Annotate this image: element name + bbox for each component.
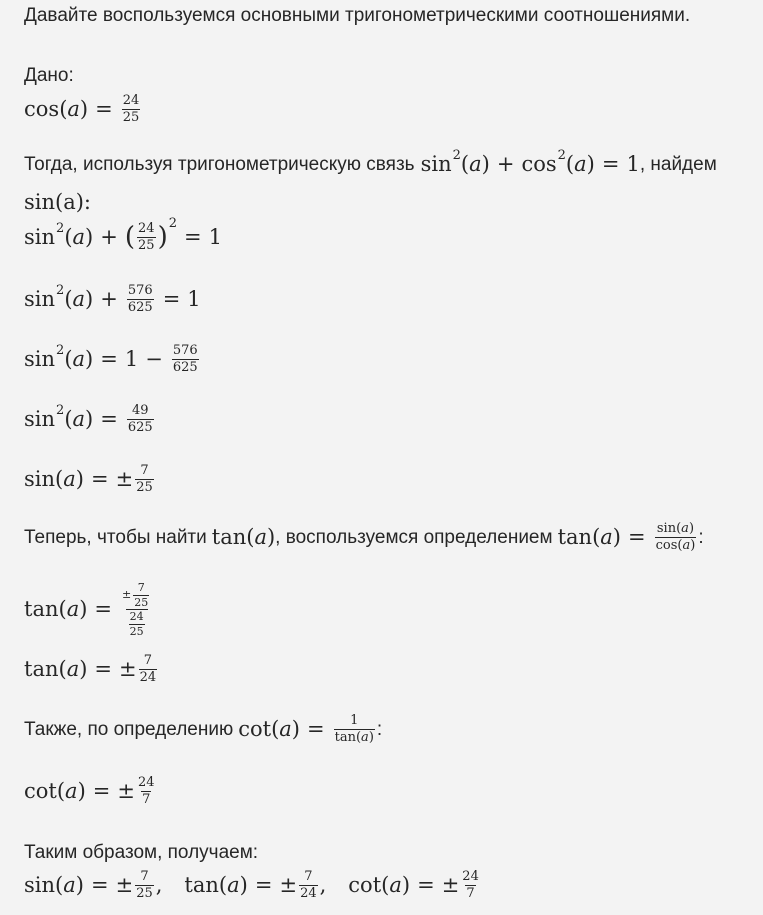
plus-minus-sign: ± — [115, 466, 134, 491]
tan-fn: tan — [211, 524, 247, 549]
arg-a: a — [227, 872, 240, 897]
arg-a: a — [63, 466, 76, 491]
arg-a: a — [574, 152, 587, 176]
equals-sign: = — [601, 152, 620, 176]
fraction-numerator: 49 — [132, 403, 149, 418]
arg-a: a — [389, 872, 402, 897]
step-1: sin 2 ( a ) + ( $\frac{24}{25}$ ) 2 = 1 — [24, 215, 222, 253]
power-2: 2 — [557, 148, 566, 163]
fraction-24-25 — [122, 94, 141, 124]
power-2: 2 — [56, 342, 65, 358]
then-text: Тогда, используя тригонометрическую связь — [24, 154, 415, 175]
arg-a: a — [72, 224, 86, 249]
sin-fn: sin — [24, 466, 56, 491]
tan-fn: tan — [557, 524, 593, 549]
arg-a: a — [600, 524, 613, 549]
sin-fn: sin — [24, 286, 56, 311]
fraction-numerator: 7 — [140, 869, 149, 884]
fraction-numerator: 7 — [143, 653, 153, 668]
fraction-numerator: sin(a) — [656, 521, 695, 536]
given-label-text: Дано: — [24, 65, 74, 86]
equals-sign: = — [184, 224, 202, 249]
equals-sign: = — [100, 406, 118, 431]
equals-sign: = — [95, 96, 113, 121]
equals-sign: = — [94, 656, 113, 681]
fraction-1-over-tan — [334, 714, 375, 744]
power-2: 2 — [56, 220, 65, 236]
power-2: 2 — [56, 402, 65, 418]
cot-fn: cot — [238, 716, 272, 741]
sin-fn: sin — [24, 346, 56, 371]
equals-sign: = — [628, 524, 646, 549]
tan-fn: tan — [24, 597, 59, 622]
arg-a: a — [72, 406, 86, 431]
tan-step-2: tan ( a ) = ± $\frac{7}{24}$ — [24, 653, 157, 685]
fraction-denominator: 24 — [139, 669, 157, 685]
fraction-numerator: 7 — [140, 463, 149, 478]
plus-sign: + — [100, 286, 118, 311]
arg-a: a — [65, 778, 78, 803]
plus-minus-sign: ± — [441, 872, 460, 897]
fraction-7-25: $\frac{7}{25}$ — [134, 581, 149, 609]
cos-fn: cos — [24, 96, 60, 121]
fraction-576-625 — [127, 284, 154, 314]
arg-a: a — [469, 152, 482, 176]
fraction-7-25 — [135, 464, 154, 494]
cot-fn: cot — [24, 778, 57, 803]
equals-sign: = — [90, 466, 109, 491]
arg-a: a — [254, 524, 267, 549]
arg-a: a — [72, 286, 86, 311]
fraction-denominator: 625 — [127, 419, 153, 435]
sin-fn: sin — [24, 872, 56, 897]
intro-text — [24, 6, 690, 25]
arg-a: a — [72, 346, 86, 371]
fraction-numerator: 24 — [462, 869, 479, 884]
fraction-7-24 — [139, 654, 158, 684]
plus-sign: + — [496, 152, 515, 176]
fraction-24-25 — [137, 222, 156, 252]
arg-a: a — [66, 656, 80, 681]
fraction-49-625 — [127, 404, 154, 434]
cot-fn: cot — [348, 872, 382, 897]
fraction-576-625 — [172, 344, 199, 374]
fraction-denominator: 7 — [466, 885, 475, 901]
tan-fn: tan — [24, 656, 59, 681]
fraction-denominator: 25 — [138, 237, 155, 253]
one: 1 — [124, 346, 139, 371]
pythagorean-identity: sin 2 ( a ) + cos 2 ( a ) = 1 — [420, 148, 640, 176]
colon: : — [698, 526, 704, 548]
sin-fn: sin — [24, 224, 56, 249]
fraction-denominator: cos(a) — [655, 537, 696, 553]
plus-minus-sign: ± — [115, 872, 134, 897]
given-label — [24, 66, 74, 85]
step-3: sin 2 ( a ) = 1 − $\frac{576}{625}$ — [24, 342, 198, 375]
fraction-numerator: 24 — [138, 221, 155, 236]
then-suffix: , найдем — [639, 154, 717, 175]
fraction-7-24 — [299, 870, 318, 900]
tan-definition: tan ( a ) = $\frac{\sin(a)}{\cos(a)}$ — [557, 521, 696, 553]
fraction-numerator — [121, 582, 152, 609]
tan-intro-text: Теперь, чтобы найти — [24, 526, 207, 548]
fraction-numerator: 24 — [138, 775, 155, 790]
step-4: sin 2 ( a ) = $\frac{49}{625}$ — [24, 402, 153, 435]
fraction-denominator: 25 — [136, 885, 153, 901]
sin-target: sin(a): — [24, 190, 91, 214]
equals-sign: = — [417, 872, 435, 897]
fraction-sin-over-cos — [655, 522, 697, 552]
fraction-denominator: 25 — [136, 479, 153, 495]
plus-minus-sign: ± — [119, 656, 137, 681]
arg-a: a — [66, 597, 80, 622]
fraction-denominator: 625 — [127, 299, 153, 315]
fraction-denominator: tan(a) — [334, 729, 374, 745]
equals-sign: = — [92, 778, 111, 803]
summary-equation: sin ( a ) = ± $\frac{7}{25}$ , tan ( a ) = ± $\frac{7}{24}$ , cot ( a ) = ± $\frac{24}{7}$ — [24, 869, 479, 901]
fraction-denominator: 24 — [300, 885, 317, 901]
then-target — [24, 192, 91, 213]
fraction-numerator: 1 — [350, 713, 359, 728]
rhs-one: 1 — [208, 224, 222, 249]
fraction-denominator: 7 — [142, 791, 151, 807]
plus-sign: + — [100, 224, 118, 249]
colon: : — [376, 718, 383, 740]
tan-step-1: tan ( a ) = ± $\frac{7}{25}$ $\frac{24}{25}$ — [24, 582, 154, 637]
cot-definition: cot ( a ) = $\frac{1}{\tan(a)}$ — [238, 713, 374, 745]
intro-label: Давайте воспользуемся основными тригонометрическими соотношениями. — [24, 5, 691, 26]
tan-intro — [24, 522, 704, 552]
power-2: 2 — [452, 148, 461, 163]
fraction-7-25 — [135, 870, 154, 900]
rhs-one: 1 — [187, 286, 201, 311]
arg-a: a — [63, 872, 76, 897]
fraction-24-7 — [461, 870, 480, 900]
fraction-numerator: 24 — [122, 93, 140, 108]
rhs-one: 1 — [626, 152, 640, 176]
plus-minus-sign: ± — [122, 588, 132, 602]
cot-intro — [24, 714, 382, 744]
power-2: 2 — [56, 282, 65, 298]
fraction-denominator: 625 — [172, 359, 198, 375]
equals-sign: = — [90, 872, 109, 897]
fraction-numerator: 576 — [172, 343, 198, 358]
cos-fn: cos — [521, 152, 557, 176]
fraction-numerator: 576 — [127, 283, 153, 298]
given-equation: cos ( a ) = $\frac{24}{25}$ — [24, 93, 140, 125]
step-2: sin 2 ( a ) + $\frac{576}{625}$ = 1 — [24, 282, 201, 315]
nested-fraction — [121, 582, 152, 637]
cot-intro-text: Также, по определению — [24, 718, 234, 740]
tan-intro-text-2: , воспользуемся определением — [275, 526, 553, 548]
fraction-denominator: 25 — [122, 109, 140, 125]
plus-minus-sign: ± — [117, 778, 135, 803]
equals-sign: = — [162, 286, 181, 311]
power-2: 2 — [168, 215, 177, 231]
tan-expr: tan ( a ) — [211, 524, 276, 549]
fraction-24-7 — [137, 776, 156, 806]
equals-sign: = — [100, 346, 118, 371]
equals-sign: = — [307, 716, 325, 741]
arg-a: a — [279, 716, 292, 741]
summary-label — [24, 843, 258, 862]
sin-fn: sin — [24, 406, 56, 431]
arg-a: a — [67, 96, 80, 121]
summary-label-text: Таким образом, получаем: — [24, 842, 259, 863]
equals-sign: = — [254, 872, 273, 897]
fraction-denominator — [126, 609, 148, 637]
then-paragraph — [24, 148, 717, 176]
plus-minus-sign: ± — [279, 872, 298, 897]
minus-sign: − — [145, 346, 163, 371]
cot-step: cot ( a ) = ± $\frac{24}{7}$ — [24, 775, 155, 807]
fraction-numerator: 7 — [304, 869, 313, 884]
fraction-24-25: $\frac{24}{25}$ — [129, 610, 144, 638]
sin-fn: sin — [420, 152, 452, 176]
equals-sign: = — [94, 597, 113, 622]
tan-fn: tan — [184, 872, 219, 897]
step-5: sin ( a ) = ± $\frac{7}{25}$ — [24, 463, 153, 495]
